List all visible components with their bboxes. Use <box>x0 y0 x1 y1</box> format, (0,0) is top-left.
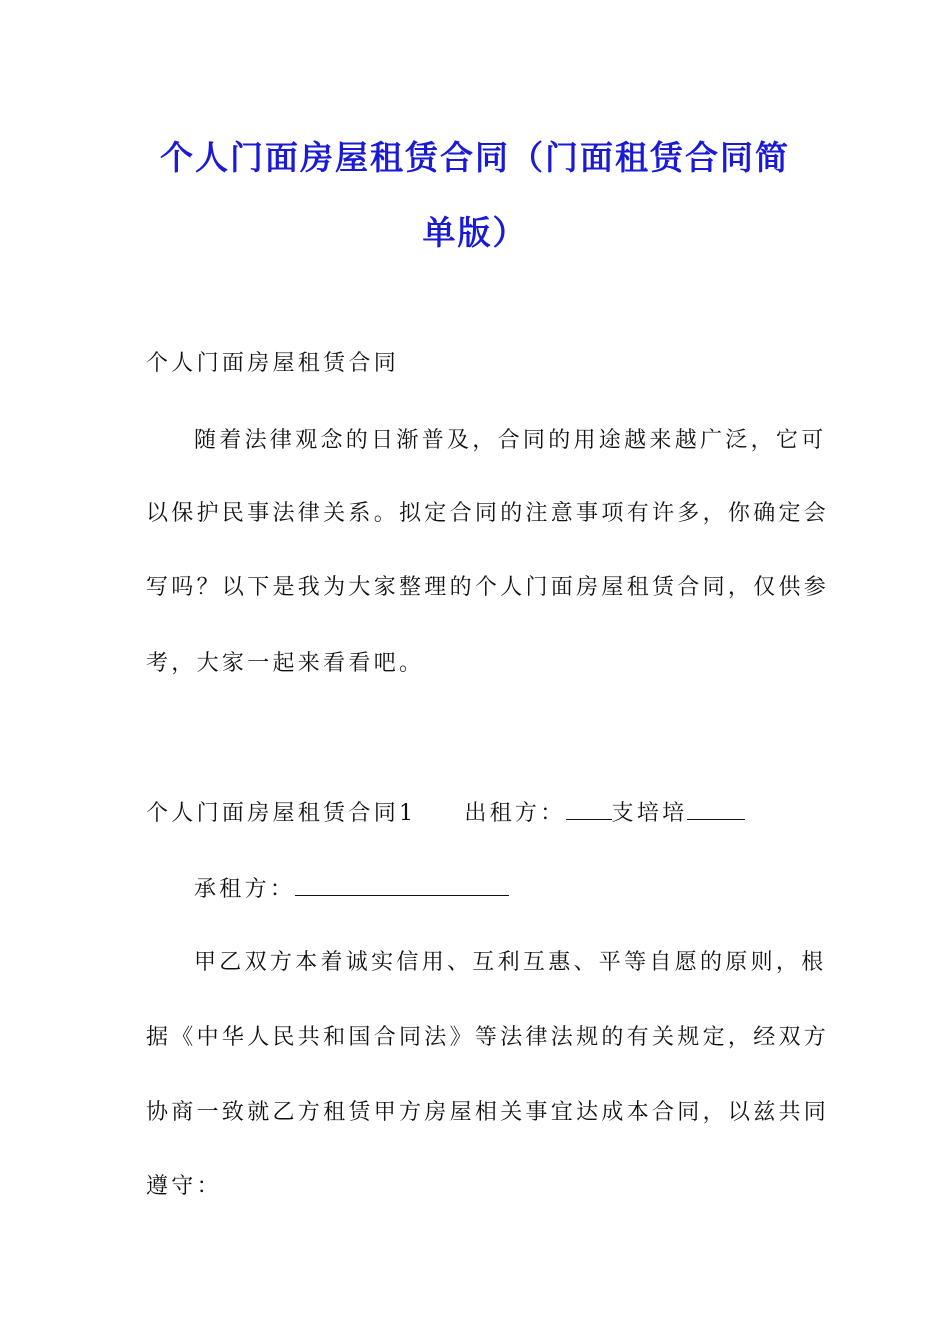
lessee-row <box>194 872 509 903</box>
intro-line-4: 考，大家一起来看看吧。 <box>146 651 425 676</box>
document-title-line-1: 个人门面房屋租赁合同（门面租赁合同简 <box>160 138 790 177</box>
intro-line-2: 以保护民事法律关系。拟定合同的注意事项有许多，你确定会 <box>146 501 830 526</box>
lessor-name: 支培培 <box>611 801 688 826</box>
lessee-label: 承租方： <box>194 877 296 902</box>
lessor-blank-after <box>687 801 745 820</box>
body-line-1: 甲乙双方本着诚实信用、互利互惠、平等自愿的原则，根 <box>194 950 827 975</box>
document-title-line-2: 单版） <box>422 213 528 252</box>
body-line-2: 据《中华人民共和国合同法》等法律法规的有关规定，经双方 <box>146 1025 830 1050</box>
contract-heading: 个人门面房屋租赁合同1 <box>146 801 417 826</box>
lessee-blank <box>295 877 509 896</box>
lessor-label: 出租方： <box>464 801 566 826</box>
intro-line-1: 随着法律观念的日渐普及，合同的用途越来越广泛，它可 <box>194 428 827 453</box>
body-line-4: 遵守： <box>146 1174 222 1199</box>
contract-heading-row <box>146 796 745 827</box>
body-line-3: 协商一致就乙方租赁甲方房屋相关事宜达成本合同，以兹共同 <box>146 1100 830 1125</box>
subtitle: 个人门面房屋租赁合同 <box>146 351 400 376</box>
lessor-blank-before <box>566 801 612 820</box>
intro-line-3: 写吗？以下是我为大家整理的个人门面房屋租赁合同，仅供参 <box>146 575 830 600</box>
